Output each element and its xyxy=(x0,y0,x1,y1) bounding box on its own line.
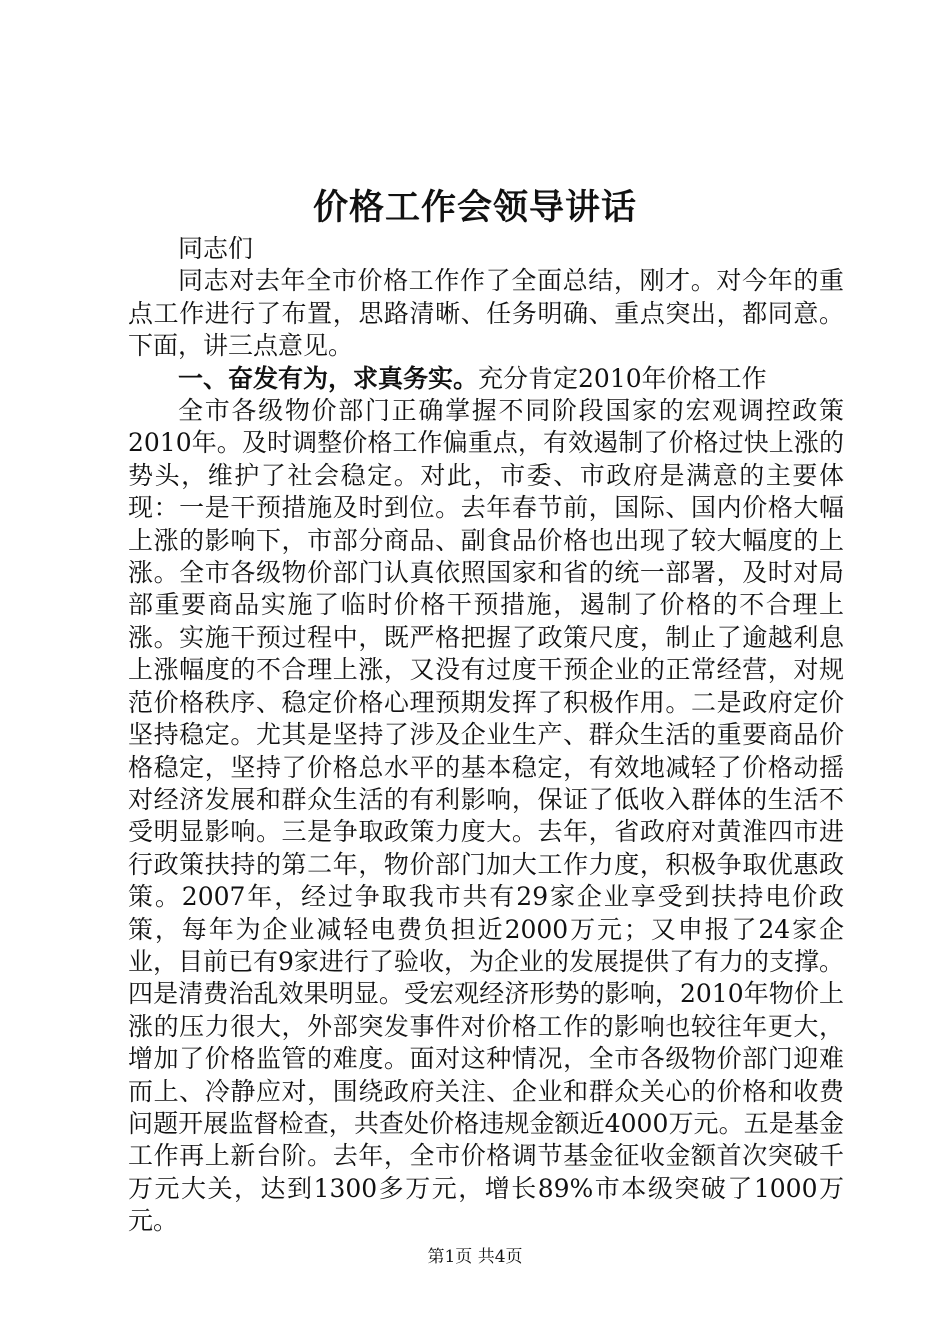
section-1-heading: 一、奋发有为，求真务实。 xyxy=(178,363,479,393)
page-number: 第1页 共4页 xyxy=(427,1247,523,1267)
document-title: 价格工作会领导讲话 xyxy=(312,187,637,228)
section-1-body: 全市各级物价部门正确掌握不同阶段国家的宏观调控政策2010年。及时调整价格工作偏重点，有效遏制了价格过快上涨的势头，维护了社会稳定。对此，市委、市政府是满意的主要体现：一是干预措施及时到位。去年春节前，国际、国内价格大幅上涨的影响下，市部分商品、副食品价格也出现了较大幅度的上涨。全市各级物价部门认真依照国家和省的统一部署，及时对局部重要商品实施了临时价格干预措施，遏制了价格的不合理上涨。实施干预过程中，既严格把握了政策尺度，制止了逾越利息上涨幅度的不合理上涨，又没有过度干预企业的正常经营，对规范价格秩序、稳定价格心理预期发挥了积极作用。二是政府定价坚持稳定。尤其是坚持了涉及企业生产、群众生活的重要商品价格稳定，坚持了价格总水平的基本稳定，有效地减轻了价格动摇对经济发展和群众生活的有利影响，保证了低收入群体的生活不受明显影响。三是争取政策力度大。去年，省政府对黄淮四市进行政策扶持的第二年，物价部门加大工作力度，积极争取优惠政策。2007年，经过争取我市共有29家企业享受到扶持电价政策，每年为企业减轻电费负担近2000万元；又申报了24家企业，目前已有9家进行了验收，为企业的发展提供了有力的支撑。四是清费治乱效果明显。受宏观经济形势的影响，2010年物价上涨的压力很大，外部突发事件对价格工作的影响也较往年更大，增加了价格监管的难度。面对这种情况，全市各级物价部门迎难而上、冷静应对，围绕政府关注、企业和群众关心的价格和收费问题开展监督检查，共查处价格违规金额近4000万元。五是基金工作再上新台阶。去年，全市价格调节基金征收金额首次突破千万元大关，达到1300多万元，增长89%市本级突破了1000万元。 xyxy=(128,396,844,1236)
document-body xyxy=(128,233,844,1238)
section-1-lead: 充分肯定2010年价格工作 xyxy=(478,363,767,393)
intro-paragraph: 同志对去年全市价格工作作了全面总结，刚才。对今年的重点工作进行了布置，思路清晰、任务明确、重点突出，都同意。下面，讲三点意见。 xyxy=(128,266,844,361)
salutation: 同志们 xyxy=(178,234,254,263)
section-1-heading-line xyxy=(128,363,844,395)
